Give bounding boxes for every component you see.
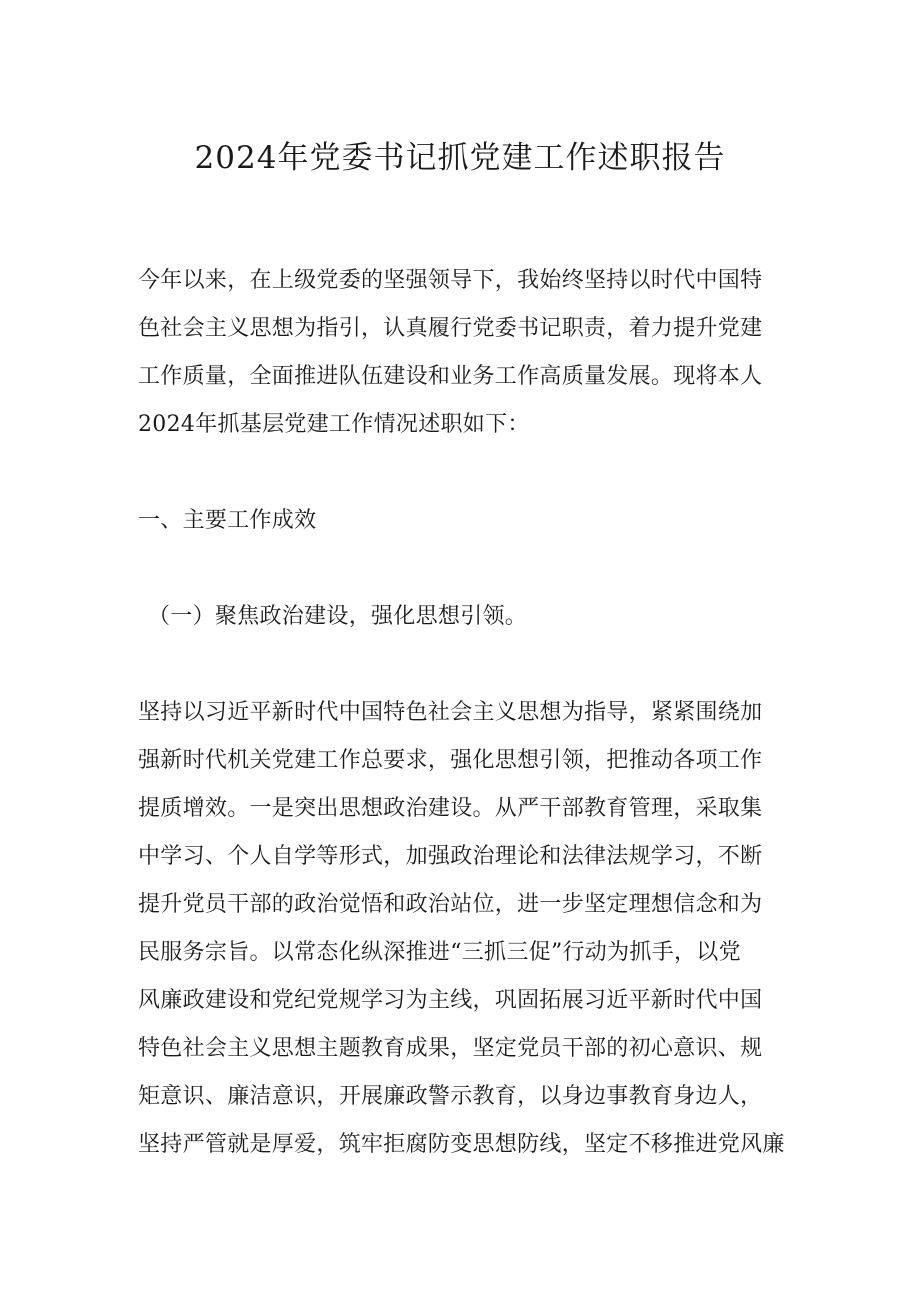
body-line: 强新时代机关党建工作总要求，强化思想引领，把推动各项工作 <box>138 748 763 773</box>
body-line: 提升党员干部的政治觉悟和政治站位，进一步坚定理想信念和为 <box>138 892 763 917</box>
intro-paragraph <box>138 257 790 449</box>
body-line: 民服务宗旨。以常态化纵深推进“三抓三促”行动为抓手，以党 <box>138 940 741 965</box>
intro-line: 今年以来，在上级党委的坚强领导下，我始终坚持以时代中国特 <box>138 268 763 293</box>
section-heading-block <box>138 497 790 545</box>
body-line: 风廉政建设和党纪党规学习为主线，巩固拓展习近平新时代中国 <box>138 988 763 1013</box>
body-line: 坚持严管就是厚爱，筑牢拒腐防变思想防线，坚定不移推进党风廉 <box>138 1132 785 1157</box>
body-line: 中学习、个人自学等形式，加强政治理论和法律法规学习，不断 <box>138 844 763 869</box>
section-heading: 一、主要工作成效 <box>138 508 317 533</box>
body-line: 提质增效。一是突出思想政治建设。从严干部教育管理，采取集 <box>138 796 763 821</box>
intro-line: 工作质量，全面推进队伍建设和业务工作高质量发展。现将本人 <box>138 364 763 389</box>
intro-line: 色社会主义思想为指引，认真履行党委书记职责，着力提升党建 <box>138 316 763 341</box>
intro-line: 2024年抓基层党建工作情况述职如下： <box>138 412 530 437</box>
subsection-heading: （一）聚焦政治建设，强化思想引领。 <box>148 604 528 629</box>
document-title: 2024年党委书记抓党建工作述职报告 <box>194 140 726 176</box>
body-line: 坚持以习近平新时代中国特色社会主义思想为指导，紧紧围绕加 <box>138 700 763 725</box>
subsection-heading-block <box>148 593 800 641</box>
body-line: 特色社会主义思想主题教育成果，坚定党员干部的初心意识、规 <box>138 1036 763 1061</box>
body-line: 矩意识、廉洁意识，开展廉政警示教育，以身边事教育身边人， <box>138 1084 763 1109</box>
body-paragraph <box>138 689 790 1169</box>
